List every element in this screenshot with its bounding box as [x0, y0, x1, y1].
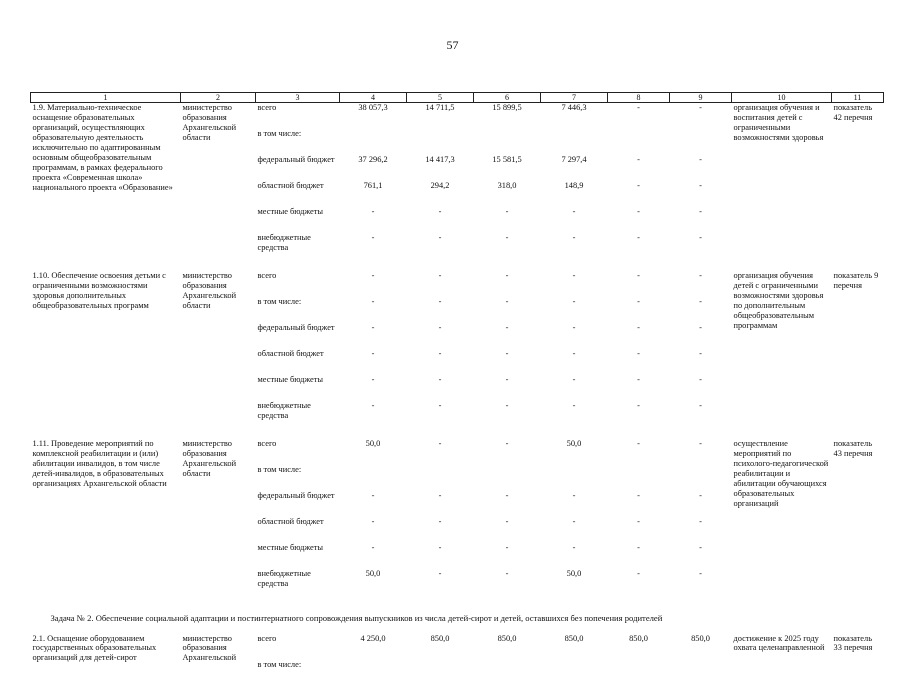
column-number-cell: 2	[181, 93, 256, 103]
funding-value	[541, 465, 608, 491]
column-number-cell: 11	[832, 93, 884, 103]
funding-value: -	[637, 155, 640, 165]
funding-value: -	[438, 375, 442, 385]
table-body	[31, 93, 884, 688]
funding-value: 50,0	[365, 569, 381, 579]
funding-source: в том числе:	[257, 659, 302, 669]
funding-value	[474, 129, 541, 155]
funding-value: -	[699, 233, 702, 243]
funding-value: -	[505, 207, 509, 217]
activities-table	[30, 92, 884, 688]
funding-value: -	[637, 207, 640, 217]
funding-value: -	[572, 207, 576, 217]
funding-value: -	[438, 517, 442, 527]
funding-value: -	[637, 375, 640, 385]
funding-value: -	[505, 569, 509, 579]
funding-value: -	[505, 491, 509, 501]
funding-source: местные бюджеты	[257, 375, 324, 385]
funding-value: -	[699, 517, 702, 527]
funding-value: 850,0	[564, 633, 584, 643]
funding-value: -	[699, 401, 702, 411]
funding-value: -	[572, 233, 576, 243]
funding-value: -	[505, 517, 509, 527]
funding-source: внебюджетные средства	[257, 401, 311, 421]
funding-value: -	[438, 491, 442, 501]
column-number-cell: 7	[541, 93, 608, 103]
funding-value: 318,0	[497, 181, 517, 191]
expected-result: достижение к 2025 году охвата целенаправленной	[733, 633, 825, 653]
funding-value: -	[699, 297, 702, 307]
funding-source: внебюджетные средства	[257, 233, 311, 253]
funding-value: 14 711,5	[425, 103, 455, 113]
funding-value: 14 417,3	[425, 155, 455, 165]
funding-source: областной бюджет	[257, 181, 324, 191]
funding-value: -	[637, 271, 640, 281]
funding-value: 37 296,2	[358, 155, 388, 165]
funding-value: -	[438, 207, 442, 217]
indicator-reference: показатель 33 перечня	[833, 633, 873, 653]
funding-value: -	[371, 401, 375, 411]
funding-value: 850,0	[497, 633, 517, 643]
funding-value: -	[637, 323, 640, 333]
table-row	[31, 439, 884, 465]
funding-value: -	[572, 401, 576, 411]
funding-value: -	[371, 491, 375, 501]
responsible-executor: министерство образования Архангельской области	[182, 439, 237, 479]
activity-description: 1.10. Обеспечение освоения детьми с ограниченными возможностями здоровья дополнительных общеобразовательных программ	[32, 271, 166, 311]
funding-source: всего	[257, 439, 277, 449]
funding-value	[608, 129, 670, 155]
spacer-cell	[31, 261, 884, 271]
task-heading: Задача № 2. Обеспечение социальной адаптации и постинтернатного сопровождения выпускников из числа детей-сирот и детей, оставшихся без попечения родителей	[50, 613, 663, 624]
funding-value: -	[637, 297, 640, 307]
funding-value	[541, 660, 608, 688]
funding-source: местные бюджеты	[257, 543, 324, 553]
funding-value	[608, 465, 670, 491]
funding-value: -	[505, 297, 509, 307]
funding-value	[670, 129, 732, 155]
funding-value: -	[505, 349, 509, 359]
funding-value: 50,0	[365, 439, 381, 449]
funding-value: -	[699, 569, 702, 579]
funding-value: -	[438, 439, 442, 449]
funding-value: -	[505, 401, 509, 411]
table-row	[31, 103, 884, 130]
funding-value: 850,0	[629, 633, 648, 643]
funding-value	[407, 660, 474, 688]
funding-value	[407, 465, 474, 491]
funding-value: -	[572, 543, 576, 553]
funding-value	[340, 660, 407, 688]
funding-value: -	[572, 517, 576, 527]
funding-value: -	[371, 297, 375, 307]
responsible-executor: министерство образования Архангельской области	[182, 103, 237, 143]
funding-value: -	[438, 297, 442, 307]
funding-value: -	[699, 155, 702, 165]
funding-value: -	[505, 439, 509, 449]
funding-value: -	[699, 323, 702, 333]
funding-value: -	[371, 323, 375, 333]
funding-value: -	[699, 271, 702, 281]
funding-value: -	[438, 233, 442, 243]
funding-source: федеральный бюджет	[257, 323, 335, 333]
funding-value: -	[637, 517, 640, 527]
table-row	[31, 634, 884, 660]
funding-source: федеральный бюджет	[257, 491, 335, 501]
funding-value: 7 446,3	[561, 103, 587, 113]
column-number-cell: 3	[256, 93, 340, 103]
header-row	[31, 93, 884, 103]
indicator-reference: показатель 42 перечня	[833, 103, 873, 123]
funding-value: -	[438, 323, 442, 333]
activity-description: 1.11. Проведение мероприятий по комплексной реабилитации и (или) абилитации инвалидов, в том числе детей-инвалидов, в образовательных организациях Архангельской области	[32, 439, 167, 489]
funding-value: 7 297,4	[561, 155, 587, 165]
funding-value: -	[438, 401, 442, 411]
funding-value: -	[637, 181, 640, 191]
funding-value: -	[699, 207, 702, 217]
funding-value	[608, 660, 670, 688]
funding-value: 850,0	[430, 633, 450, 643]
funding-value	[474, 465, 541, 491]
funding-value	[340, 129, 407, 155]
funding-value: 850,0	[691, 633, 710, 643]
spacer-row	[31, 261, 884, 271]
funding-value: -	[505, 323, 509, 333]
responsible-executor: министерство образования Архангельской	[182, 633, 237, 663]
funding-value	[340, 465, 407, 491]
funding-value: -	[572, 323, 576, 333]
funding-value: -	[637, 439, 640, 449]
funding-value: 761,1	[363, 181, 383, 191]
funding-value: -	[572, 491, 576, 501]
funding-source: в том числе:	[257, 297, 302, 307]
funding-value: -	[438, 569, 442, 579]
funding-source: всего	[257, 103, 277, 113]
funding-value	[474, 660, 541, 688]
spacer-cell	[31, 597, 884, 607]
funding-value: -	[699, 491, 702, 501]
column-number-cell: 8	[608, 93, 670, 103]
funding-source: федеральный бюджет	[257, 155, 335, 165]
funding-value	[541, 129, 608, 155]
funding-value: 294,2	[430, 181, 450, 191]
funding-value: 148,9	[564, 181, 584, 191]
column-number-cell: 10	[732, 93, 832, 103]
funding-value: -	[572, 271, 576, 281]
funding-value: -	[637, 401, 640, 411]
indicator-reference: показатель 9 перечня	[833, 271, 879, 291]
funding-value: 15 581,5	[492, 155, 522, 165]
funding-value: -	[438, 543, 442, 553]
column-number-cell: 5	[407, 93, 474, 103]
funding-value: -	[637, 349, 640, 359]
funding-source: внебюджетные средства	[257, 569, 311, 589]
funding-source: всего	[257, 633, 277, 643]
spacer-cell	[31, 429, 884, 439]
funding-value	[407, 129, 474, 155]
funding-value: -	[371, 349, 375, 359]
column-number-cell: 1	[31, 93, 181, 103]
funding-source: в том числе:	[257, 129, 302, 139]
funding-value: -	[371, 375, 375, 385]
funding-value: 38 057,3	[358, 103, 388, 113]
funding-value: -	[371, 543, 375, 553]
funding-value: -	[438, 271, 442, 281]
funding-value: -	[699, 543, 702, 553]
expected-result: организация обучения детей с ограниченными возможностями здоровья по дополнительным общеобразовательным программам	[733, 271, 824, 330]
task-row	[31, 607, 884, 633]
funding-source: местные бюджеты	[257, 207, 324, 217]
funding-value: -	[699, 439, 702, 449]
funding-value: -	[637, 103, 640, 113]
program-table	[30, 92, 883, 688]
funding-value: -	[438, 349, 442, 359]
funding-value	[670, 660, 732, 688]
spacer-row	[31, 429, 884, 439]
funding-value: 4 250,0	[360, 633, 386, 643]
funding-value: -	[371, 233, 375, 243]
funding-value: -	[637, 491, 640, 501]
funding-source: областной бюджет	[257, 517, 324, 527]
funding-value: -	[699, 181, 702, 191]
expected-result: осуществление мероприятий по психолого-педагогической реабилитации и абилитации обучающихся образовательных организаций	[733, 439, 829, 508]
funding-value: -	[699, 103, 702, 113]
funding-value	[670, 465, 732, 491]
funding-source: всего	[257, 271, 277, 281]
column-number-cell: 6	[474, 93, 541, 103]
funding-source: в том числе:	[257, 465, 302, 475]
activity-description: 1.9. Материально-техническое оснащение образовательных организаций, осуществляющих образовательную деятельность исключительно по адаптированным основным общеобразовательным программам, в рамках федерального проекта «Современная школа» национального проекта «Образование»	[32, 103, 173, 192]
funding-value: -	[371, 271, 375, 281]
funding-value: -	[505, 233, 509, 243]
funding-value: -	[572, 375, 576, 385]
funding-value: -	[699, 349, 702, 359]
activity-description: 2.1. Оснащение оборудованием государственных образовательных организаций для детей-сирот	[32, 633, 157, 663]
funding-value: -	[371, 207, 375, 217]
responsible-executor: министерство образования Архангельской области	[182, 271, 237, 311]
column-number-cell: 4	[340, 93, 407, 103]
funding-value: 50,0	[566, 439, 582, 449]
funding-value: -	[637, 233, 640, 243]
funding-value: -	[505, 375, 509, 385]
funding-value: -	[637, 543, 640, 553]
funding-value: -	[572, 297, 576, 307]
page-number: 57	[446, 38, 459, 52]
funding-value: -	[637, 569, 640, 579]
spacer-row	[31, 597, 884, 607]
funding-value: -	[572, 349, 576, 359]
column-number-cell: 9	[670, 93, 732, 103]
funding-value: -	[371, 517, 375, 527]
indicator-reference: показатель 43 перечня	[833, 439, 873, 459]
funding-value: 15 899,5	[492, 103, 522, 113]
funding-value: -	[699, 375, 702, 385]
funding-source: областной бюджет	[257, 349, 324, 359]
table-row	[31, 271, 884, 297]
expected-result: организация обучения и воспитания детей с ограниченными возможностями здоровья	[733, 103, 824, 143]
funding-value: 50,0	[566, 569, 582, 579]
funding-value: -	[505, 543, 509, 553]
funding-value: -	[505, 271, 509, 281]
